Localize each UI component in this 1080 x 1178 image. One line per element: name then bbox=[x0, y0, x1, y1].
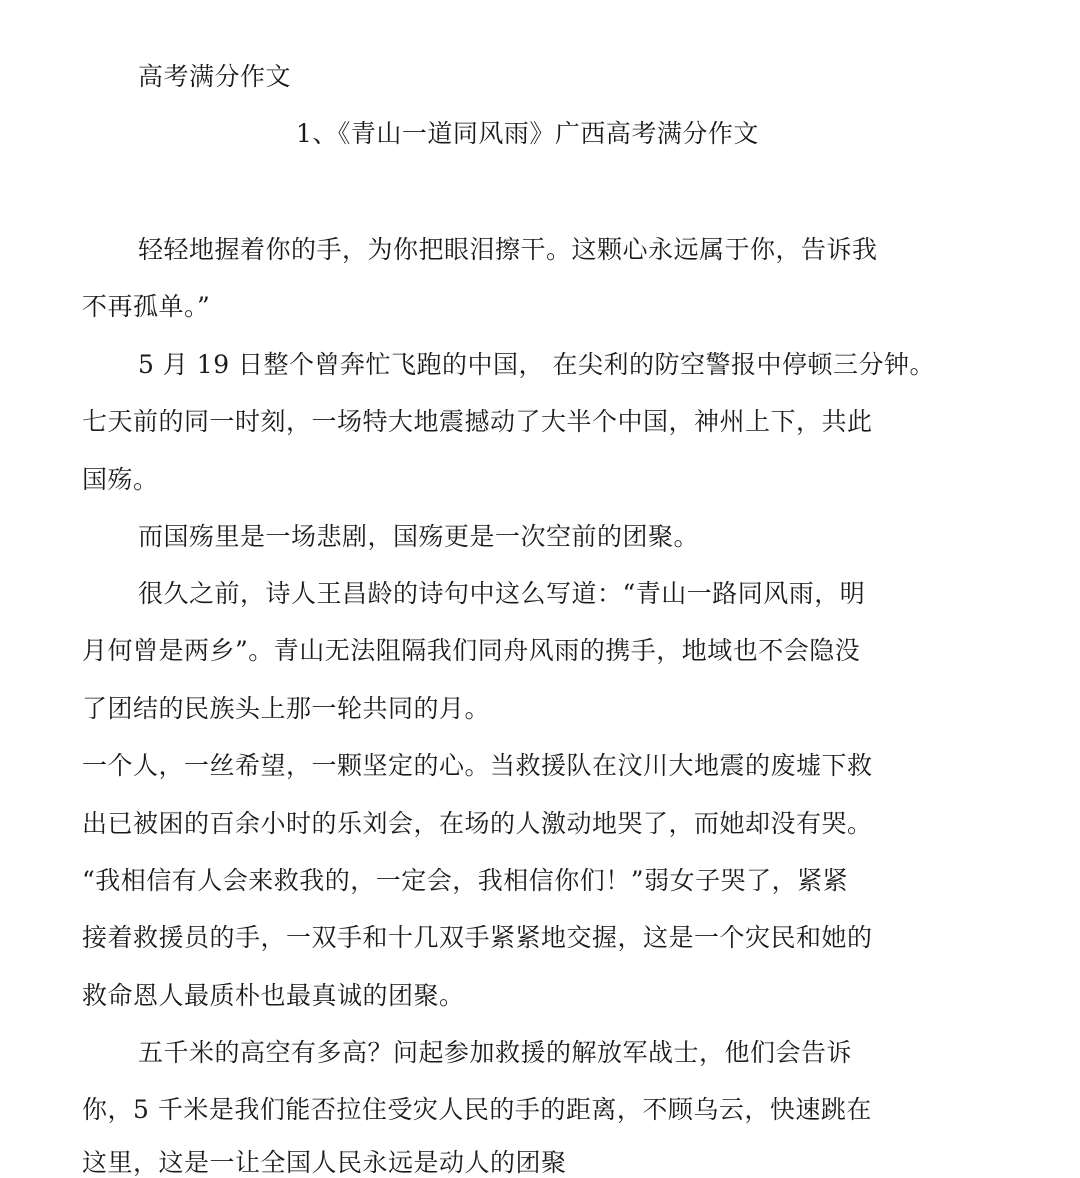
text-line: 七天前的同一时刻，一场特大地震撼动了大半个中国，神州上下，共此 bbox=[82, 407, 873, 436]
document-title: 1、《青山一道同风雨》广西高考满分作文 bbox=[296, 119, 759, 148]
text-line: 你，5 千米是我们能否拉住受灾人民的手的距离，不顾乌云，快速跳在 bbox=[82, 1095, 872, 1124]
document-header: 高考满分作文 bbox=[138, 62, 292, 91]
text-line: 月何曾是两乡”。青山无法阻隔我们同舟风雨的携手，地域也不会隐没 bbox=[82, 636, 861, 665]
text-line: 国殇。 bbox=[82, 465, 159, 494]
text-line: 很久之前，诗人王昌龄的诗句中这么写道：“青山一路同风雨，明 bbox=[138, 579, 866, 608]
text-line: 而国殇里是一场悲剧，国殇更是一次空前的团聚。 bbox=[138, 522, 700, 551]
text-line: 了团结的民族头上那一轮共同的月。 bbox=[82, 694, 491, 723]
text-line: 5 月 19 日整个曾奔忙飞跑的中国， 在尖利的防空警报中停顿三分钟。 bbox=[138, 350, 936, 379]
text-line: 接着救援员的手，一双手和十几双手紧紧地交握，这是一个灾民和她的 bbox=[82, 923, 873, 952]
text-line: 不再孤单。” bbox=[82, 292, 211, 321]
text-line: 轻轻地握着你的手，为你把眼泪擦干。这颗心永远属于你，告诉我 bbox=[138, 235, 878, 264]
text-line: “我相信有人会来救我的，一定会，我相信你们！”弱女子哭了，紧紧 bbox=[82, 866, 849, 895]
text-line: 救命恩人最质朴也最真诚的团聚。 bbox=[82, 981, 465, 1010]
text-line: 出已被困的百余小时的乐刘会，在场的人激动地哭了，而她却没有哭。 bbox=[82, 809, 873, 838]
text-line-cut-off: 这里，这是一让全国人民永远是动人的团聚 bbox=[82, 1148, 567, 1177]
text-line: 五千米的高空有多高？问起参加救援的解放军战士，他们会告诉 bbox=[138, 1038, 853, 1067]
text-line: 一个人，一丝希望，一颗坚定的心。当救援队在汶川大地震的废墟下救 bbox=[82, 751, 873, 780]
